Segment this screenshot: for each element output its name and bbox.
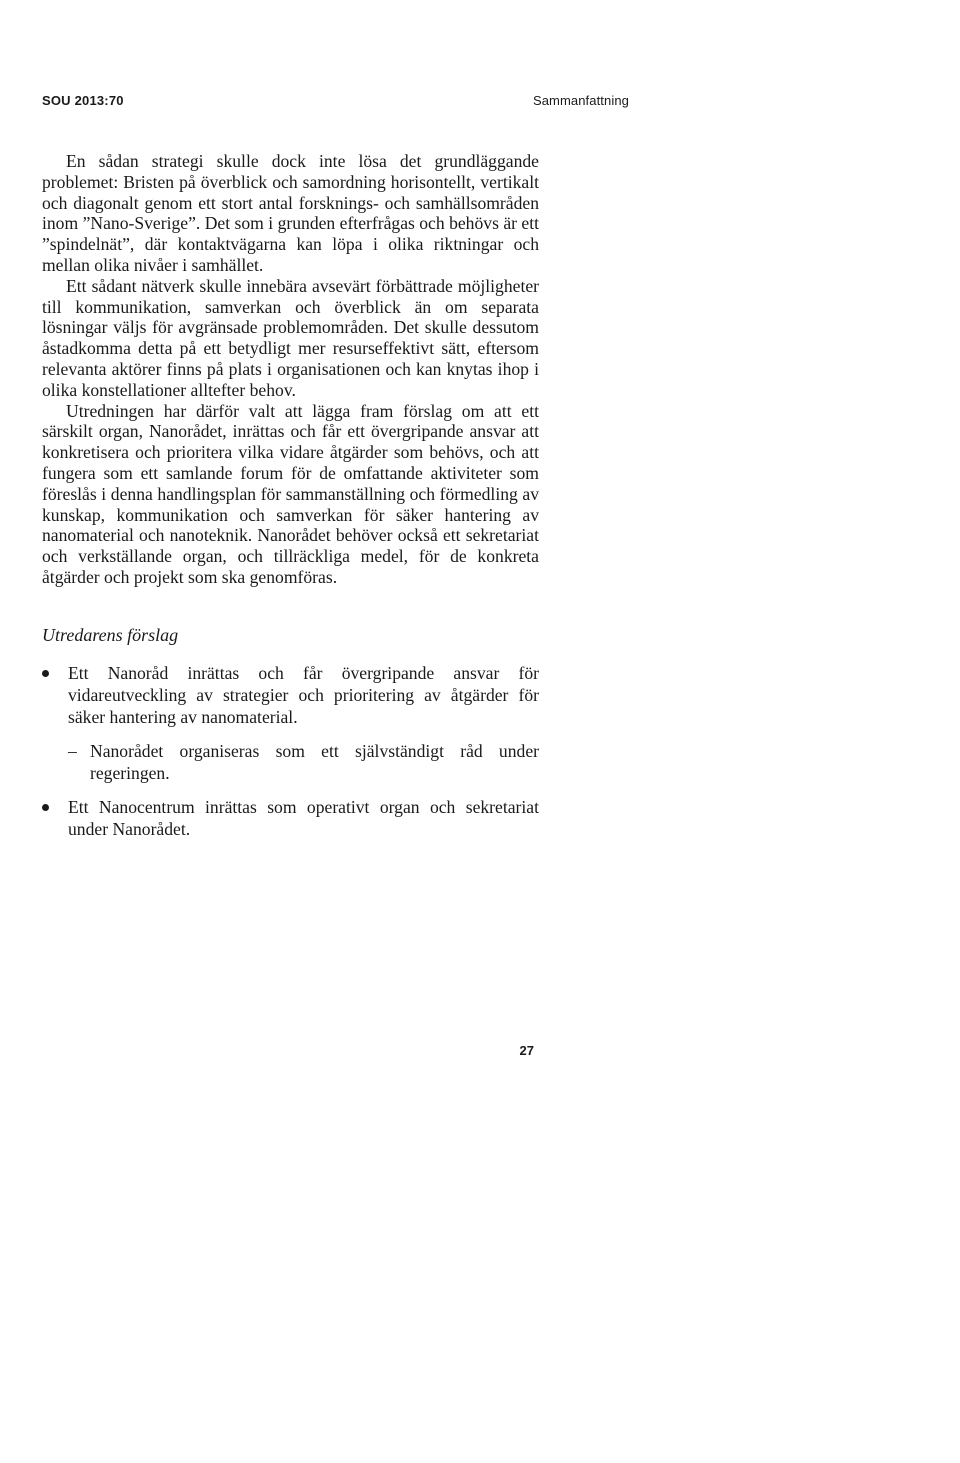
proposals-list xyxy=(42,662,539,852)
paragraph: En sådan strategi skulle dock inte lösa det grundläggande problemet: Bristen på överblick och samordning horisontellt, vertikalt och diagonalt genom ett stort antal forsknings- och samhällsområden inom ”Nano-Sverige”. Det som i grunden efterfrågas och behövs är ett ”spindelnät”, där kontaktvägarna kan löpa i olika riktningar och mellan olika nivåer i samhället. xyxy=(42,151,539,275)
list-item xyxy=(42,796,539,840)
running-header-right: Sammanfattning xyxy=(532,93,629,108)
sub-list-item xyxy=(68,740,539,784)
paragraph: Ett sådant nätverk skulle innebära avsevärt förbättrade möjligheter till kommunikation, samverkan och överblick än om separata lösningar väljs för avgränsade problemområden. Det skulle dessutom åstadkomma detta på ett betydligt mer resurseffektivt sätt, eftersom relevanta aktörer finns på plats i organisationen och kan knytas ihop i olika konstellationer alltefter behov. xyxy=(42,275,539,400)
running-header-left: SOU 2013:70 xyxy=(42,93,124,108)
sub-list-item-text: Nanorådet organiseras som ett självständigt råd under regeringen. xyxy=(90,741,539,783)
bullet-icon xyxy=(42,804,49,811)
body-text xyxy=(42,151,539,588)
bullet-icon xyxy=(42,670,49,677)
list-item xyxy=(42,662,539,728)
paragraph: Utredningen har därför valt att lägga fram förslag om att ett särskilt organ, Nanorådet, inrättas och får ett övergripande ansvar att konkretisera och prioritera vilka vidare åtgärder som behövs, och att fungera som ett samlande forum för de omfattande aktiviteter som föreslås i denna handlingsplan för sammanställning och förmedling av kunskap, kommunikation och samverkan för säker hantering av nanomaterial och nanoteknik. Nanorådet behöver också ett sekretariat och verkställande organ, och tillräckliga medel, för de konkreta åtgärder och projekt som ska genomföras. xyxy=(42,400,539,587)
list-item-text: Ett Nanocentrum inrättas som operativt organ och sekretariat under Nanorådet. xyxy=(68,797,539,839)
proposals-heading: Utredarens förslag xyxy=(42,625,179,645)
page-number: 27 xyxy=(519,1043,534,1058)
list-item-text: Ett Nanoråd inrättas och får övergripande ansvar för vidareutveckling av strategier och prioritering av åtgärder för säker hantering av nanomaterial. xyxy=(68,663,539,727)
dash-icon: – xyxy=(68,741,77,761)
